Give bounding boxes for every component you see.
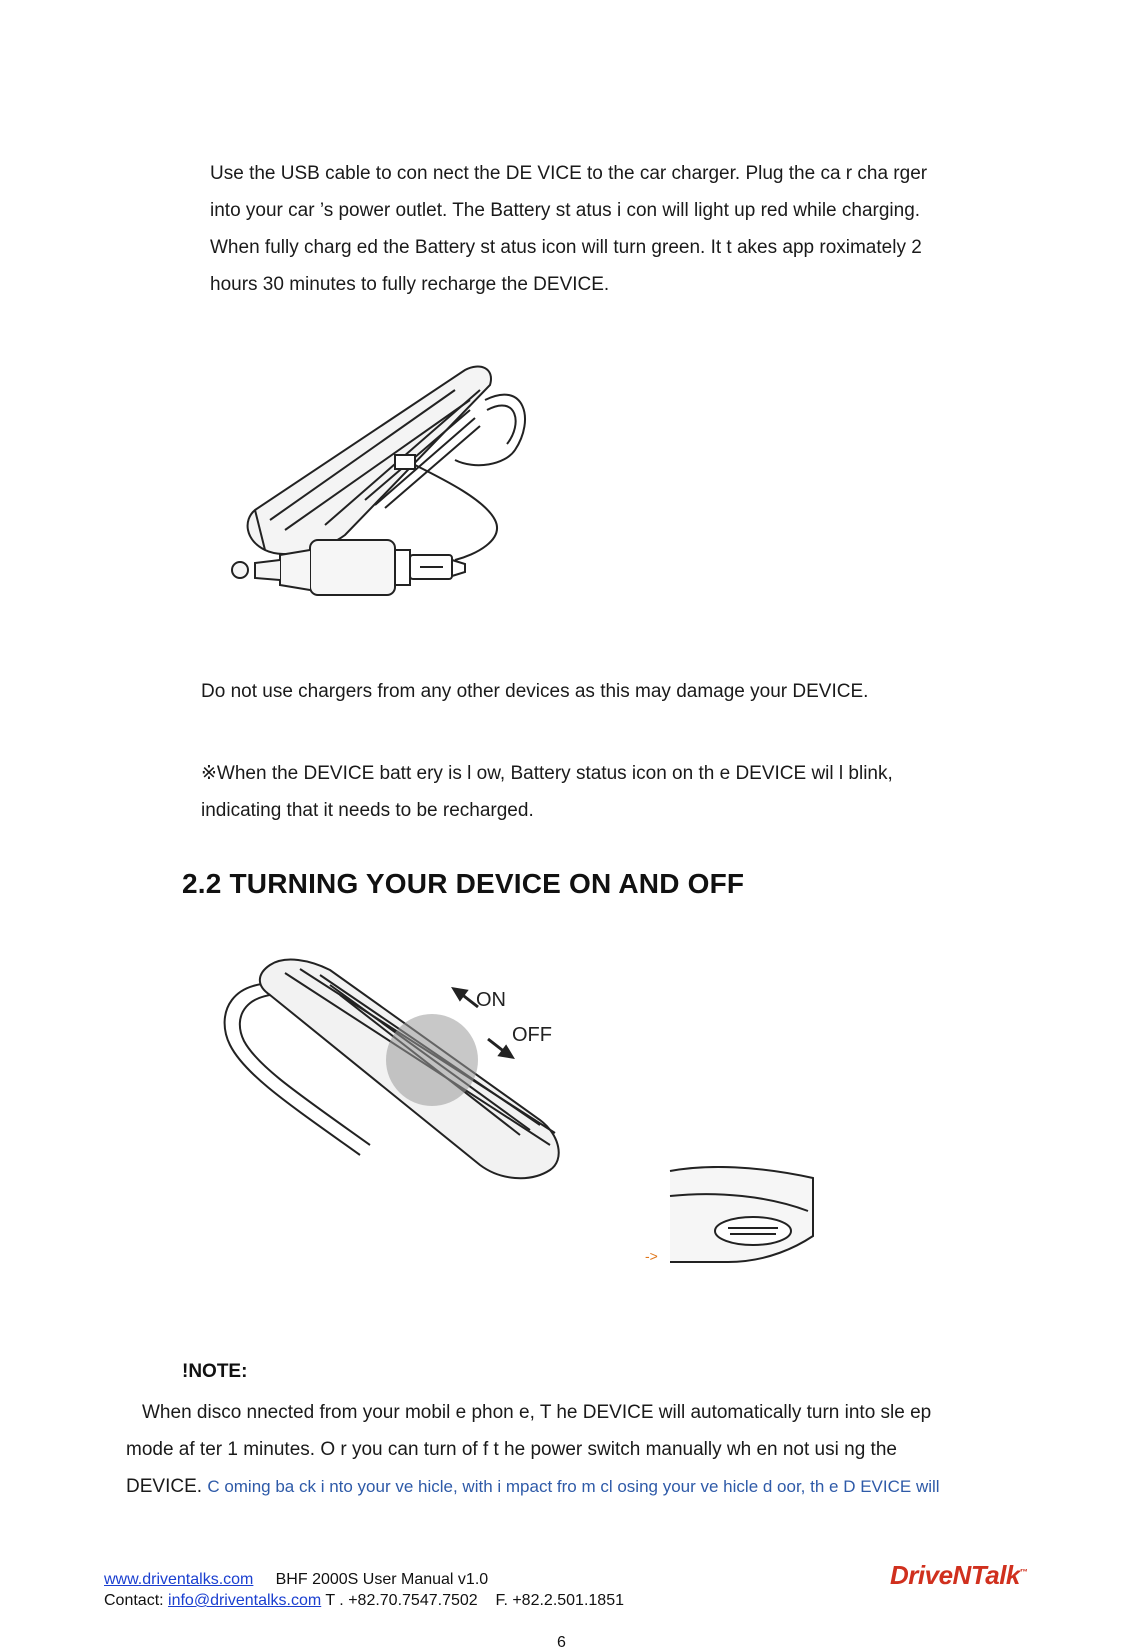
section-title: 2.2 TURNING YOUR DEVICE ON AND OFF	[182, 868, 745, 899]
note-heading: !NOTE:	[182, 1361, 248, 1382]
power-switch-illustration	[210, 955, 630, 1230]
footer	[104, 1569, 624, 1611]
note-line-1: When disco nnected from your mobil e phon e, T he DEVICE will automatically turn into sle ep	[142, 1402, 932, 1423]
contact-label: Contact:	[104, 1592, 169, 1609]
note-line-3	[126, 1468, 1026, 1505]
brand-logo	[890, 1560, 1027, 1591]
low-battery-line-2: indicating that it needs to be recharged.	[201, 800, 534, 821]
website-link[interactable]: www.driventalks.com	[104, 1571, 254, 1588]
charger-warning: Do not use chargers from any other devices as this may damage your DEVICE.	[201, 681, 869, 702]
switch-arrow-label: ->	[645, 1248, 658, 1264]
low-battery-note	[201, 755, 1031, 829]
charging-line-3: When fully charg ed the Battery st atus icon will turn green. It t akes app roximately 2	[210, 237, 922, 258]
note-line-3-start: DEVICE.	[126, 1476, 208, 1497]
switch-closeup-illustration	[668, 1166, 818, 1266]
logo-text: DriveNTalk	[890, 1560, 1020, 1590]
email-link[interactable]: info@driventalks.com	[168, 1592, 322, 1609]
charging-line-1: Use the USB cable to con nect the DE VICE to the car charger. Plug the ca r cha rger	[210, 163, 928, 184]
charging-line-4: hours 30 minutes to fully recharge the DEVICE.	[210, 274, 610, 295]
off-label: OFF	[512, 1024, 552, 1046]
low-battery-line-1: ※When the DEVICE batt ery is l ow, Battery status icon on th e DEVICE wil l blink,	[201, 763, 893, 784]
manual-title: BHF 2000S User Manual v1.0	[275, 1571, 489, 1588]
note-line-3-blue: C oming ba ck i nto your ve hicle, with i mpact fro m cl osing your ve hicle d oor, th e D EVICE will	[207, 1477, 940, 1496]
note-line-2: mode af ter 1 minutes. O r you can turn of f t he power switch manually wh en not usi ng the	[126, 1439, 897, 1460]
trademark-symbol: ™	[1019, 1567, 1028, 1577]
charger-illustration	[225, 360, 545, 625]
phone-fax: T . +82.70.7547.7502 F. +82.2.501.1851	[321, 1592, 624, 1609]
note-body	[126, 1394, 1026, 1505]
page-number: 6	[557, 1634, 566, 1651]
on-label: ON	[476, 989, 506, 1011]
charging-paragraph	[210, 155, 1030, 303]
charging-line-2: into your car ’s power outlet. The Battery st atus i con will light up red while charging.	[210, 200, 921, 221]
